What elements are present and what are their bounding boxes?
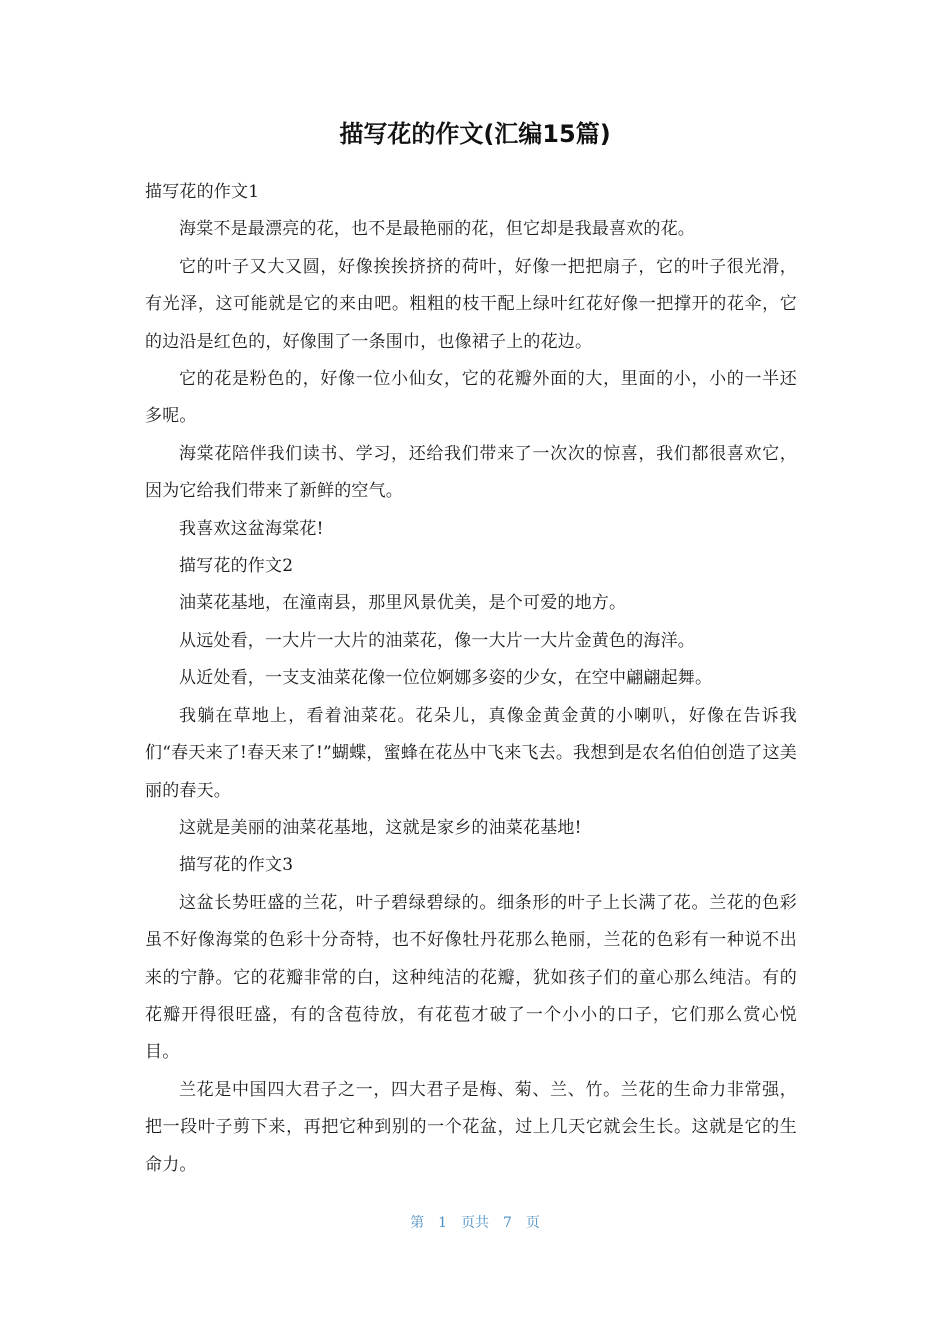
footer-suffix: 页 — [525, 1215, 540, 1231]
document-title: 描写花的作文(汇编15篇) — [339, 120, 611, 148]
paragraph: 它的花是粉色的，好像一位小仙女，它的花瓣外面的大，里面的小，小的一半还多呢。 — [145, 369, 797, 427]
footer-middle: 页共 — [461, 1215, 489, 1231]
paragraph: 我躺在草地上，看着油菜花。花朵儿，真像金黄金黄的小喇叭，好像在告诉我们“春天来了!春天来了!”蝴蝶，蜜蜂在花丛中飞来飞去。我想到是农名伯伯创造了这美丽的春天。 — [145, 705, 797, 801]
paragraph: 海棠花陪伴我们读书、学习，还给我们带来了一次次的惊喜，我们都很喜欢它，因为它给我们带来了新鲜的空气。 — [145, 443, 797, 502]
page-footer — [0, 1212, 950, 1232]
footer-prefix: 第 — [410, 1215, 425, 1231]
paragraph: 我喜欢这盆海棠花! — [179, 518, 324, 539]
paragraph: 这就是美丽的油菜花基地，这就是家乡的油菜花基地! — [179, 817, 582, 838]
paragraph: 油菜花基地，在潼南县，那里风景优美，是个可爱的地方。 — [179, 593, 627, 614]
paragraph: 从远处看，一大片一大片的油菜花，像一大片一大片金黄色的海洋。 — [179, 630, 695, 651]
section-heading-2: 描写花的作文2 — [179, 556, 294, 577]
footer-total-pages: 7 — [503, 1215, 512, 1231]
document-body — [145, 174, 797, 1184]
paragraph: 从近处看，一支支油菜花像一位位婀娜多姿的少女，在空中翩翩起舞。 — [179, 668, 713, 689]
section-heading-3: 描写花的作文3 — [179, 855, 294, 876]
section-heading-1: 描写花的作文1 — [145, 182, 260, 202]
paragraph: 海棠不是最漂亮的花，也不是最艳丽的花，但它却是我最喜欢的花。 — [179, 219, 695, 240]
footer-page-number: 1 — [438, 1215, 447, 1231]
paragraph: 它的叶子又大又圆，好像挨挨挤挤的荷叶，好像一把把扇子，它的叶子很光滑，有光泽，这可能就是它的来由吧。粗粗的枝干配上绿叶红花好像一把撑开的花伞，它的边沿是红色的，好像围了一条围巾，也像裙子上的花边。 — [145, 256, 797, 352]
paragraph: 兰花是中国四大君子之一，四大君子是梅、菊、兰、竹。兰花的生命力非常强，把一段叶子剪下来，再把它种到别的一个花盆，过上几天它就会生长。这就是它的生命力。 — [145, 1079, 797, 1175]
paragraph: 这盆长势旺盛的兰花，叶子碧绿碧绿的。细条形的叶子上长满了花。兰花的色彩虽不好像海棠的色彩十分奇特，也不好像牡丹花那么艳丽，兰花的色彩有一种说不出来的宁静。它的花瓣非常的白，这种纯洁的花瓣，犹如孩子们的童心那么纯洁。有的花瓣开得很旺盛，有的含苞待放，有花苞才破了一个小小的口子，它们那么赏心悦目。 — [145, 892, 797, 1063]
